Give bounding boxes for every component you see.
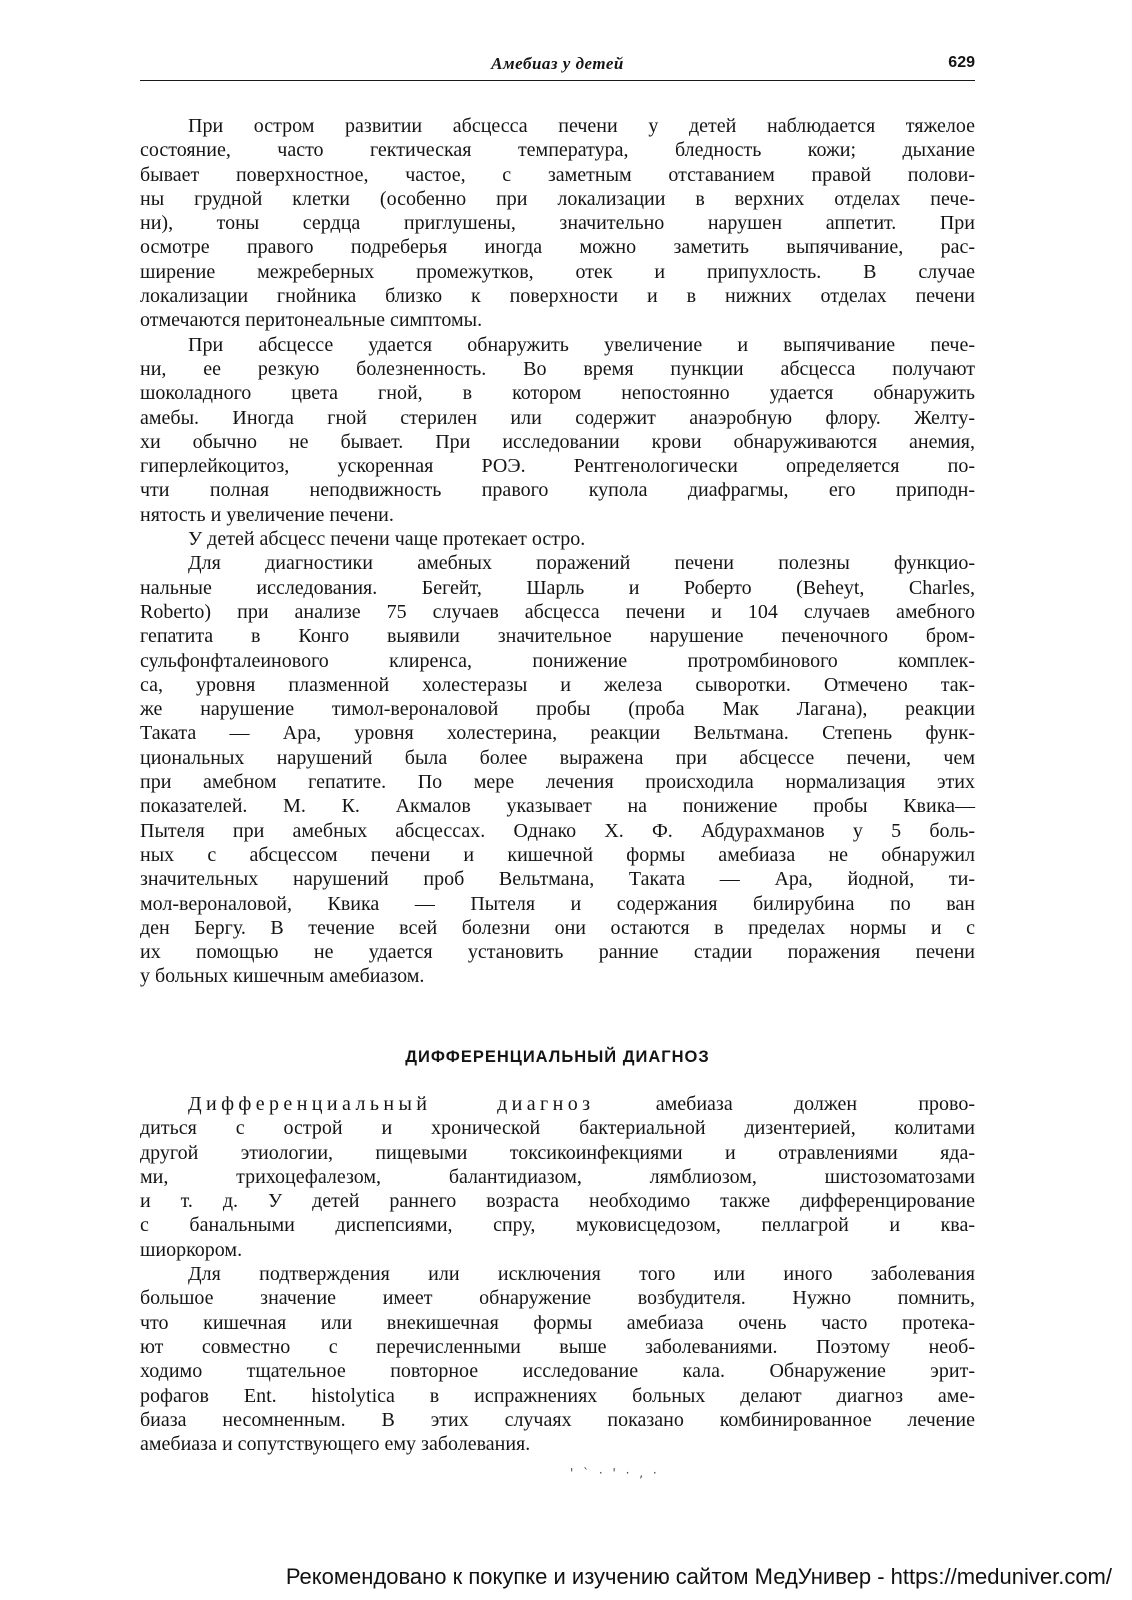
- text-line: и т. д. У детей раннего возраста необходимо также дифференцирование: [140, 1190, 975, 1213]
- text-line: что кишечная или внекишечная формы амебиаза очень часто протека-: [140, 1311, 975, 1334]
- text-line: циональных нарушений была более выражена при абсцессе печени, чем: [140, 746, 975, 769]
- text-line: мол-вероналовой, Квика — Пытеля и содержания билирубина по ван: [140, 892, 975, 915]
- section-heading: ДИФФЕРЕНЦИАЛЬНЫЙ ДИАГНОЗ: [405, 1048, 710, 1066]
- text-line: гепатита в Конго выявили значительное нарушение печеночного бром-: [140, 625, 975, 648]
- text-line: ных с абсцессом печени и кишечной формы амебиаза не обнаружил: [140, 843, 975, 866]
- text-line: нальные исследования. Бегейт, Шарль и Роберто (Beheyt, Charles,: [140, 576, 975, 599]
- text-line: с банальными диспепсиями, спру, муковисцедозом, пеллагрой и ква-: [140, 1214, 975, 1237]
- text-line: ден Бергу. В течение всей болезни они остаются в пределах нормы и с: [140, 916, 975, 939]
- text-line: же нарушение тимол-вероналовой пробы (проба Мак Лагана), реакции: [140, 698, 975, 721]
- text-line: ни, ее резкую болезненность. Во время пункции абсцесса получают: [140, 357, 975, 380]
- text-line: ширение межреберных промежутков, отек и припухлость. В случае: [140, 260, 975, 283]
- text-line: Пытеля при амебных абсцессах. Однако Х. Ф. Абдурахманов у 5 боль-: [140, 819, 975, 842]
- text-line: ны грудной клетки (особенно при локализации в верхних отделах пече-: [140, 187, 975, 210]
- text-line: сульфонфталеинового клиренса, понижение протромбинового комплек-: [140, 649, 975, 672]
- footer-recommendation: Рекомендовано к покупке и изучению сайтом МедУнивер - https://meduniver.com/: [285, 1564, 1112, 1589]
- text-line: ходимо тщательное повторное исследование кала. Обнаружение эрит-: [140, 1360, 975, 1383]
- text-line: ми, трихоцефалезом, балантидиазом, лямблиозом, шистозоматозами: [140, 1165, 975, 1188]
- text-line: бывает поверхностное, частое, с заметным отставанием правой полови-: [140, 163, 975, 186]
- text-line: значительных нарушений проб Вельтмана, Таката — Ара, йодной, ти-: [140, 868, 975, 891]
- text-line: рофагов Ent. histolytica в испражнениях больных делают диагноз аме-: [140, 1384, 975, 1407]
- text-line: ни), тоны сердца приглушены, значительно нарушен аппетит. При: [140, 212, 975, 235]
- text-line: ют совместно с перечисленными выше заболеваниями. Поэтому необ-: [140, 1335, 975, 1358]
- running-header: [140, 52, 975, 81]
- text-line: их помощью не удается установить ранние стадии поражения печени: [140, 941, 975, 964]
- text-line: Таката — Ара, уровня холестерина, реакции Вельтмана. Степень функ-: [140, 722, 975, 745]
- text-line: при амебном гепатите. По мере лечения происходила нормализация этих: [140, 771, 975, 794]
- text-line: другой этиологии, пищевыми токсикоинфекциями и отравлениями яда-: [140, 1141, 975, 1164]
- text-line: Для подтверждения или исключения того или иного заболевания: [188, 1263, 975, 1286]
- text-line: нятость и увеличение печени.: [140, 503, 394, 526]
- spaced-term: Дифференциальный диагноз: [188, 1093, 595, 1115]
- running-title: Амебиаз у детей: [491, 54, 624, 73]
- text-line: При абсцессе удается обнаружить увеличение и выпячивание пече-: [188, 333, 975, 356]
- text-line: При остром развитии абсцесса печени у детей наблюдается тяжелое: [188, 115, 975, 137]
- text-line: са, уровня плазменной холестеразы и железа сыворотки. Отмечено так-: [140, 673, 975, 696]
- text-line: у больных кишечным амебиазом.: [140, 965, 425, 988]
- text-line: амебиаза и сопутствующего ему заболевания.: [140, 1433, 531, 1456]
- text-line: состояние, часто гектическая температура, бледность кожи; дыхание: [140, 139, 975, 162]
- scan-noise: ' ` · ' · , ·: [570, 1466, 660, 1480]
- text-line: локализации гнойника близко к поверхности и в нижних отделах печени: [140, 285, 975, 308]
- text-line: диться с острой и хронической бактериальной дизентерией, колитами: [140, 1117, 975, 1140]
- page-number: 629: [948, 54, 975, 71]
- text-line: осмотре правого подреберья иногда можно заметить выпячивание, рас-: [140, 236, 975, 259]
- text-line: гиперлейкоцитоз, ускоренная РОЭ. Рентгенологически определяется по-: [140, 455, 975, 478]
- text-line: амебы. Иногда гной стерилен или содержит анаэробную флору. Желту-: [140, 406, 975, 429]
- text-line: хи обычно не бывает. При исследовании крови обнаруживаются анемия,: [140, 430, 975, 453]
- text-line: чти полная неподвижность правого купола диафрагмы, его приподн-: [140, 479, 975, 502]
- body-text-section-2: [140, 1092, 975, 1456]
- text-line: [140, 1092, 975, 1116]
- text-line: показателей. М. К. Акмалов указывает на понижение пробы Квика—: [140, 795, 975, 818]
- text-line: шоколадного цвета гной, в котором непостоянно удается обнаружить: [140, 382, 975, 405]
- text-line: биаза несомненным. В этих случаях показано комбинированное лечение: [140, 1408, 975, 1431]
- text-line: Roberto) при анализе 75 случаев абсцесса печени и 104 случаев амебного: [140, 600, 975, 623]
- text-fragment: амебиаза должен прово-: [594, 1093, 975, 1115]
- text-line: Для диагностики амебных поражений печени полезны функцио-: [188, 552, 975, 575]
- text-line: У детей абсцесс печени чаще протекает остро.: [188, 528, 586, 551]
- text-line: большое значение имеет обнаружение возбудителя. Нужно помнить,: [140, 1287, 975, 1310]
- body-text-section-1: [140, 114, 975, 989]
- text-line: отмечаются перитонеальные симптомы.: [140, 309, 483, 332]
- text-line: шиоркором.: [140, 1238, 243, 1261]
